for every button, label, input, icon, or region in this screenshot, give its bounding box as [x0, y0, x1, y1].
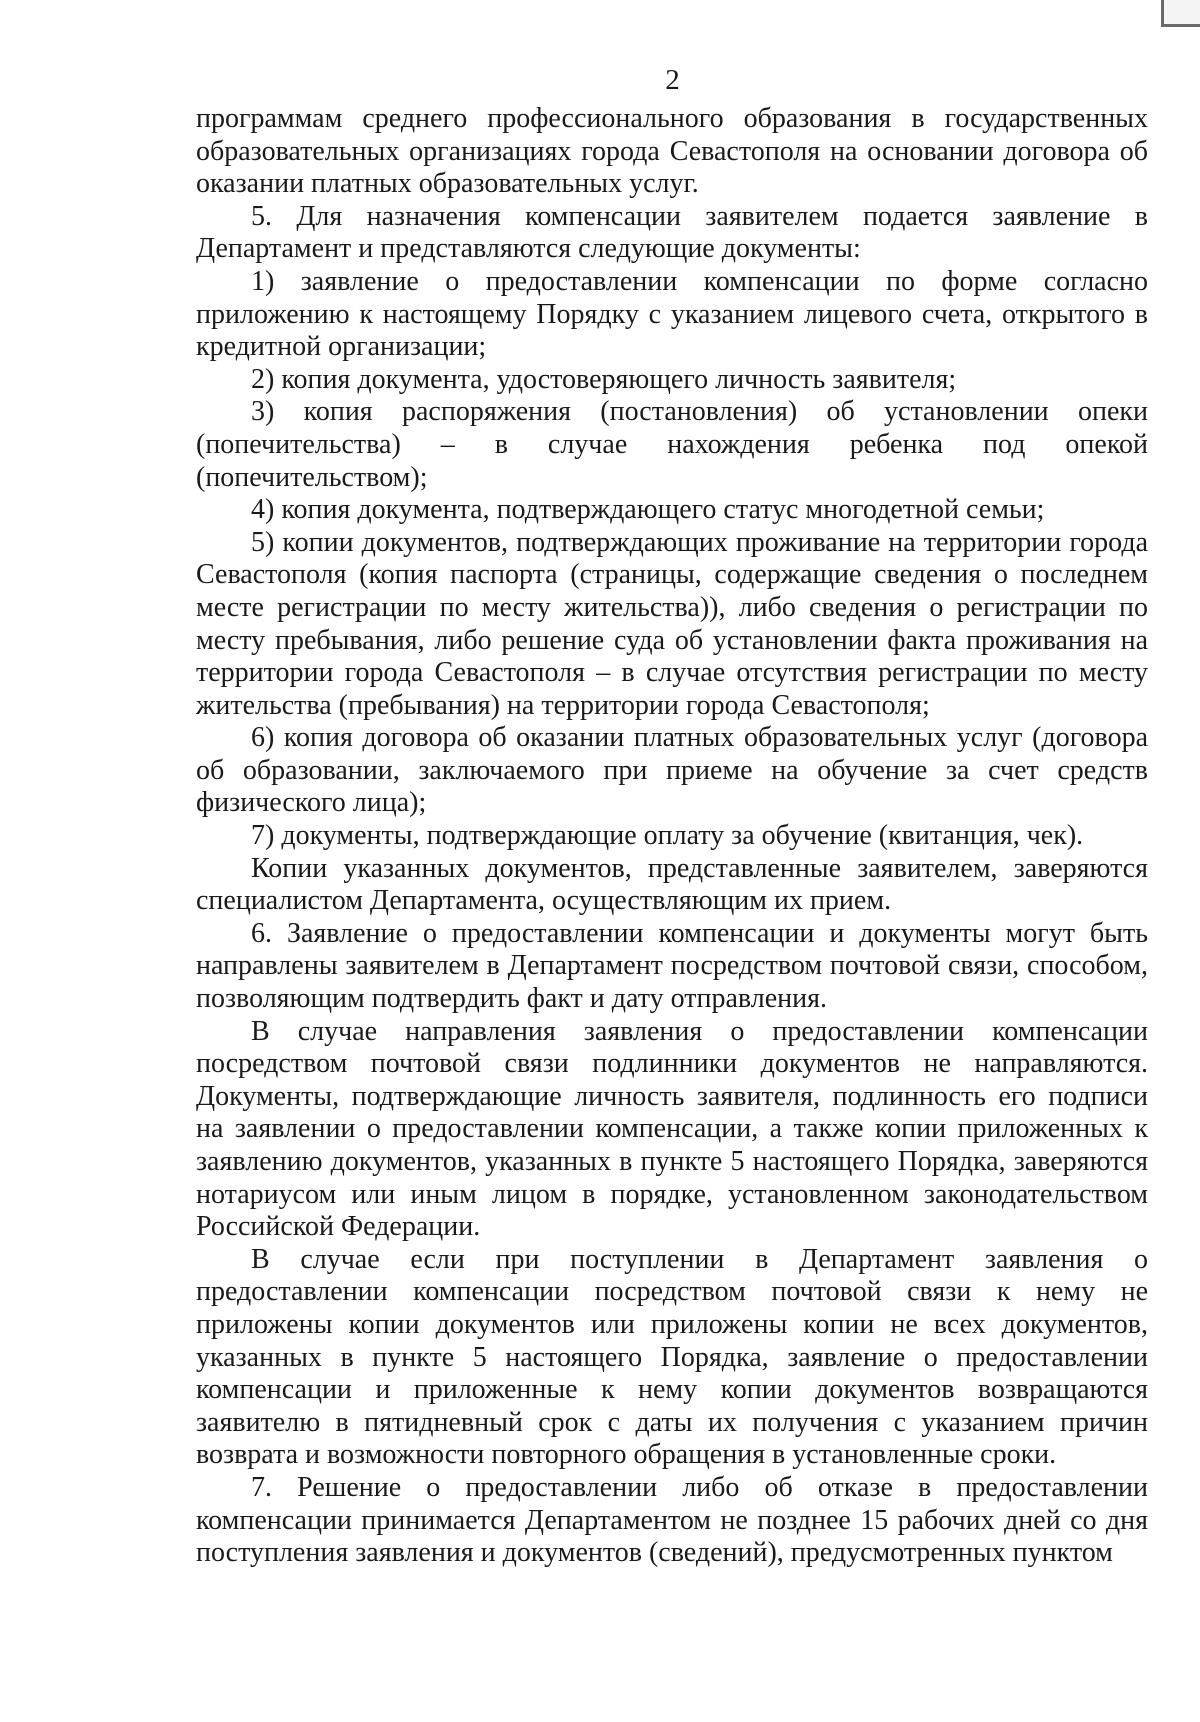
paragraph: В случае если при поступлении в Департамент заявления о предоставлении компенсации посредством почтовой связи к нему не приложены копии документов или приложены копии не всех документов, указанных в пункте 5 настоящего Порядка, заявление о предоставлении компенсации и приложенные к нему копии документов возвращаются заявителю в пятидневный срок с даты их получения с указанием причин возврата и возможности повторного обращения в установленные сроки. — [196, 1243, 1148, 1471]
page-number: 2 — [665, 64, 680, 96]
paragraph: 4) копия документа, подтверждающего статус многодетной семьи; — [251, 494, 1045, 526]
paragraph: 1) заявление о предоставлении компенсации по форме согласно приложению к настоящему Порядку с указанием лицевого счета, открытого в кредитной организации; — [196, 265, 1148, 363]
paragraph: 5) копии документов, подтверждающих проживание на территории города Севастополя (копия паспорта (страницы, содержащие сведения о последнем месте регистрации по месту жительства)), либо сведения о регистрации по месту пребывания, либо решение суда об установлении факта проживания на территории города Севастополя – в случае отсутствия регистрации по месту жительства (пребывания) на территории города Севастополя; — [196, 526, 1148, 721]
document-body — [196, 103, 1148, 1570]
paragraph: 6. Заявление о предоставлении компенсации и документы могут быть направлены заявителем в Департамент посредством почтовой связи, способом, позволяющим подтвердить факт и дату отправления. — [196, 917, 1148, 1015]
paragraph: Копии указанных документов, представленные заявителем, заверяются специалистом Департамента, осуществляющим их прием. — [196, 852, 1148, 917]
paragraph: 7) документы, подтверждающие оплату за обучение (квитанция, чек). — [251, 820, 1084, 852]
paragraph: В случае направления заявления о предоставлении компенсации посредством почтовой связи подлинники документов не направляются. Документы, подтверждающие личность заявителя, подлинность его подписи на заявлении о предоставлении компенсации, а также копии приложенных к заявлению документов, указанных в пункте 5 настоящего Порядка, заверяются нотариусом или иным лицом в порядке, установленном законодательством Российской Федерации. — [196, 1015, 1148, 1243]
paragraph: 3) копия распоряжения (постановления) об установлении опеки (попечительства) – в случае нахождения ребенка под опекой (попечительством); — [196, 396, 1148, 493]
paragraph: программам среднего профессионального образования в государственных образовательных организациях города Севастополя на основании договора об оказании платных образовательных услуг. — [196, 103, 1148, 200]
paragraph: 7. Решение о предоставлении либо об отказе в предоставлении компенсации принимается Департаментом не позднее 15 рабочих дней со дня поступления заявления и документов (сведений), предусмотренных пунктом — [196, 1471, 1148, 1569]
paragraph: 6) копия договора об оказании платных образовательных услуг (договора об образовании, заключаемого при приеме на обучение за счет средств физического лица); — [196, 722, 1148, 819]
paragraph: 2) копия документа, удостоверяющего личность заявителя; — [251, 363, 957, 395]
scan-edge-mark — [1161, 0, 1200, 27]
paragraph: 5. Для назначения компенсации заявителем подается заявление в Департамент и представляются следующие документы: — [196, 200, 1148, 265]
